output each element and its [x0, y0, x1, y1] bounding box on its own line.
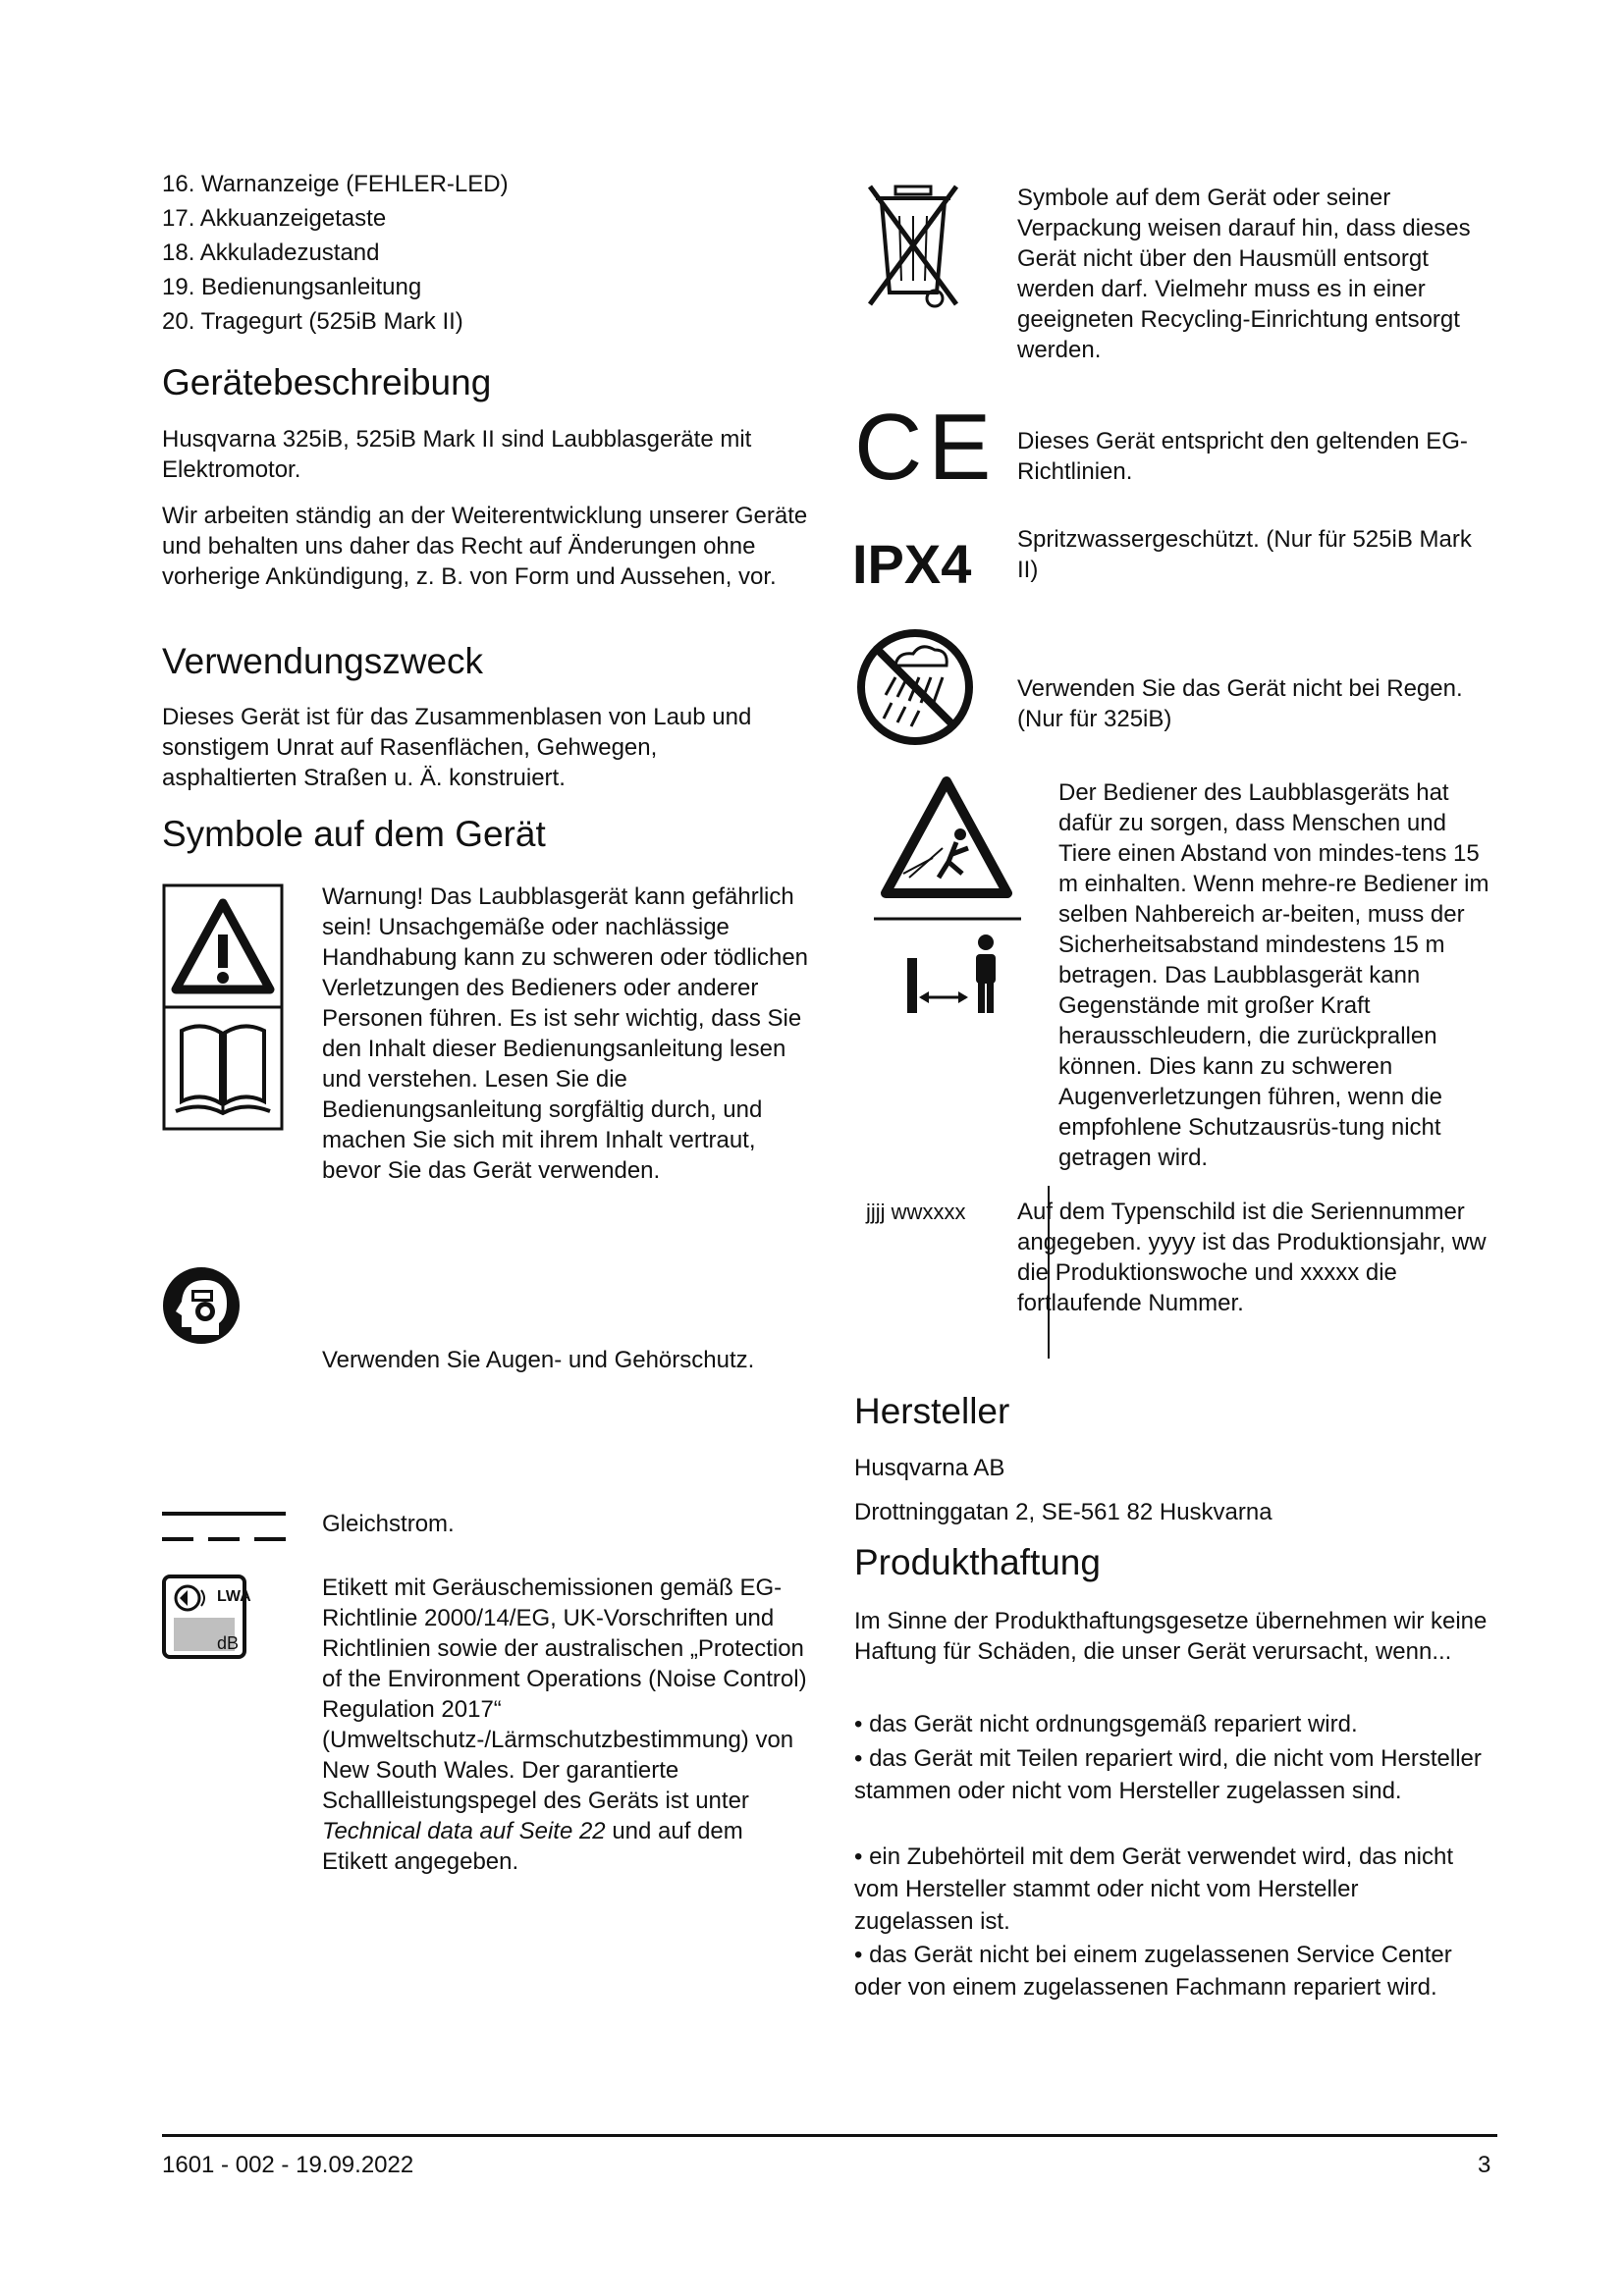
bullet-dot: •: [854, 1711, 870, 1737]
bullet-dot: •: [854, 1745, 870, 1772]
bullet-dot: •: [854, 1843, 870, 1870]
weee-text: Symbole auf dem Gerät oder seiner Verpackung weisen darauf hin, dass dieses Gerät nicht über den Hausmüll entsorgt werden darf. Vielmehr muss es in einer geeigneten Recycling-Einrichtung entsorgt werden.: [1017, 185, 1471, 363]
noise-label-icon: [162, 1575, 251, 1664]
ce-text: Dieses Gerät entspricht den geltenden EG-Richtlinien.: [1017, 428, 1468, 485]
dc-text: Gleichstrom.: [322, 1511, 455, 1537]
list-item: [854, 1841, 1483, 1938]
heading-hersteller: Hersteller: [854, 1391, 1010, 1431]
paragraph-device-description: Husqvarna 325iB, 525iB Mark II sind Laubblasgeräte mit Elektromotor.: [162, 426, 752, 483]
manufacturer-address: Drottninggatan 2, SE-561 82 Huskvarna: [854, 1499, 1272, 1525]
noise-text-part1: Etikett mit Geräuschemissionen gemäß EG-Richtlinie 2000/14/EG, UK-Vorschriften und Richtlinien sowie der australischen „Protection of the Environment Operations (Noise Control) Regulation 2017“ (Umweltschutz-/Lärmschutzbestimmung) von New South Wales. Der garantierte Schallleistungspegel des Geräts ist unter: [322, 1575, 807, 1814]
list-item: [854, 1708, 1492, 1740]
weee-bin-icon: [864, 185, 962, 317]
bullet-dot: •: [854, 1942, 870, 1968]
list-item: [854, 1742, 1483, 1807]
noise-text: [322, 1573, 813, 1877]
paragraph-intended-use: Dieses Gerät ist für das Zusammenblasen von Laub und sonstigem Unrat auf Rasenflächen, Gehwegen, asphaltierten Straßen u. Ä. konstruiert.: [162, 704, 752, 791]
list-item: 17. Akkuanzeigetaste: [162, 205, 387, 232]
protection-text: Verwenden Sie Augen- und Gehörschutz.: [322, 1347, 755, 1373]
direct-current-icon: [162, 1510, 286, 1548]
warning-manual-icon: [162, 883, 284, 1136]
bullet-text: das Gerät nicht ordnungsgemäß repariert wird.: [869, 1711, 1358, 1737]
noise-text-part2: und auf dem Etikett angegeben.: [322, 1818, 743, 1875]
list-item: 19. Bedienungsanleitung: [162, 274, 422, 300]
heading-symbole: Symbole auf dem Gerät: [162, 814, 546, 854]
bullet-text: ein Zubehörteil mit dem Gerät verwendet wird, das nicht vom Hersteller stammt oder nicht vom Hersteller zugelassen ist.: [854, 1843, 1454, 1935]
safety-distance-icon: [874, 775, 1021, 1036]
footer-divider: [162, 2134, 1497, 2137]
no-rain-icon: [856, 628, 974, 751]
paragraph-development-note: Wir arbeiten ständig an der Weiterentwicklung unserer Geräte und behalten uns daher das Recht auf Änderungen ohne vorherige Ankündigung, z. B. von Form und Aussehen, vor.: [162, 503, 808, 590]
list-item: 18. Akkuladezustand: [162, 240, 380, 266]
footer-doc-id: 1601 - 002 - 19.09.2022: [162, 2152, 414, 2178]
distance-text: Der Bediener des Laubblasgeräts hat dafür zu sorgen, dass Menschen und Tiere einen Abstand von mindes-tens 15 m einhalten. Wenn mehre-re Bediener im selben Nahbereich ar-beiten, muss der Sicherheitsabstand mindestens 15 m betragen. Das Laubblasgerät kann Gegenstände mit großer Kraft herausschleudern, die zurückprallen können. Dies kann zu schweren Augenverletzungen führen, wenn die empfohlene Schutzausrüs-tung nicht getragen wird.: [1058, 779, 1489, 1171]
warning-text: Warnung! Das Laubblasgerät kann gefährlich sein! Unsachgemäße oder nachlässige Handhabung kann zu schweren oder tödlichen Verletzungen des Bedieners oder anderer Personen führen. Es ist sehr wichtig, dass Sie den Inhalt dieser Bedienungsanleitung lesen und verstehen. Lesen Sie die Bedienungsanleitung sorgfältig durch, und machen Sie sich mit ihrem Inhalt vertraut, bevor Sie das Gerät verwenden.: [322, 883, 809, 1184]
footer-page-number: 3: [1478, 2152, 1491, 2178]
bullet-text: das Gerät mit Teilen repariert wird, die nicht vom Hersteller stammen oder nicht vom Hersteller zugelassen sind.: [854, 1745, 1482, 1804]
rain-text: Verwenden Sie das Gerät nicht bei Regen. (Nur für 325iB): [1017, 675, 1463, 732]
heading-verwendungszweck: Verwendungszweck: [162, 641, 484, 681]
ce-mark-icon: CE: [854, 395, 998, 500]
manufacturer-name: Husqvarna AB: [854, 1455, 1005, 1481]
serial-code: jjjj wwxxxx: [866, 1200, 966, 1224]
eye-ear-protection-icon: [162, 1266, 241, 1350]
list-item: 20. Tragegurt (525iB Mark II): [162, 308, 463, 335]
heading-produkthaftung: Produkthaftung: [854, 1542, 1101, 1582]
ipx4-mark-icon: IPX4: [852, 533, 972, 595]
liability-intro: Im Sinne der Produkthaftungsgesetze übernehmen wir keine Haftung für Schäden, die unser Gerät verursacht, wenn...: [854, 1608, 1488, 1665]
heading-geraetebeschreibung: Gerätebeschreibung: [162, 362, 492, 402]
parts-list: [162, 167, 810, 339]
ipx4-text: Spritzwassergeschützt. (Nur für 525iB Mark II): [1017, 526, 1472, 583]
list-item: [854, 1939, 1483, 2003]
technical-data-link[interactable]: Technical data auf Seite 22: [322, 1818, 606, 1844]
serial-text-body: Auf dem Typenschild ist die Seriennummer angegeben. yyyy ist das Produktionsjahr, ww die Produktionswoche und xxxxx die fortlaufende Nummer.: [1017, 1199, 1487, 1316]
serial-text: [1017, 1197, 1498, 1318]
noise-label-lwa: LWA: [217, 1588, 251, 1605]
noise-label-db: dB: [217, 1633, 240, 1653]
bullet-text: das Gerät nicht bei einem zugelassenen Service Center oder von einem zugelassenen Fachmann repariert wird.: [854, 1942, 1452, 2001]
list-item: 16. Warnanzeige (FEHLER-LED): [162, 171, 509, 197]
